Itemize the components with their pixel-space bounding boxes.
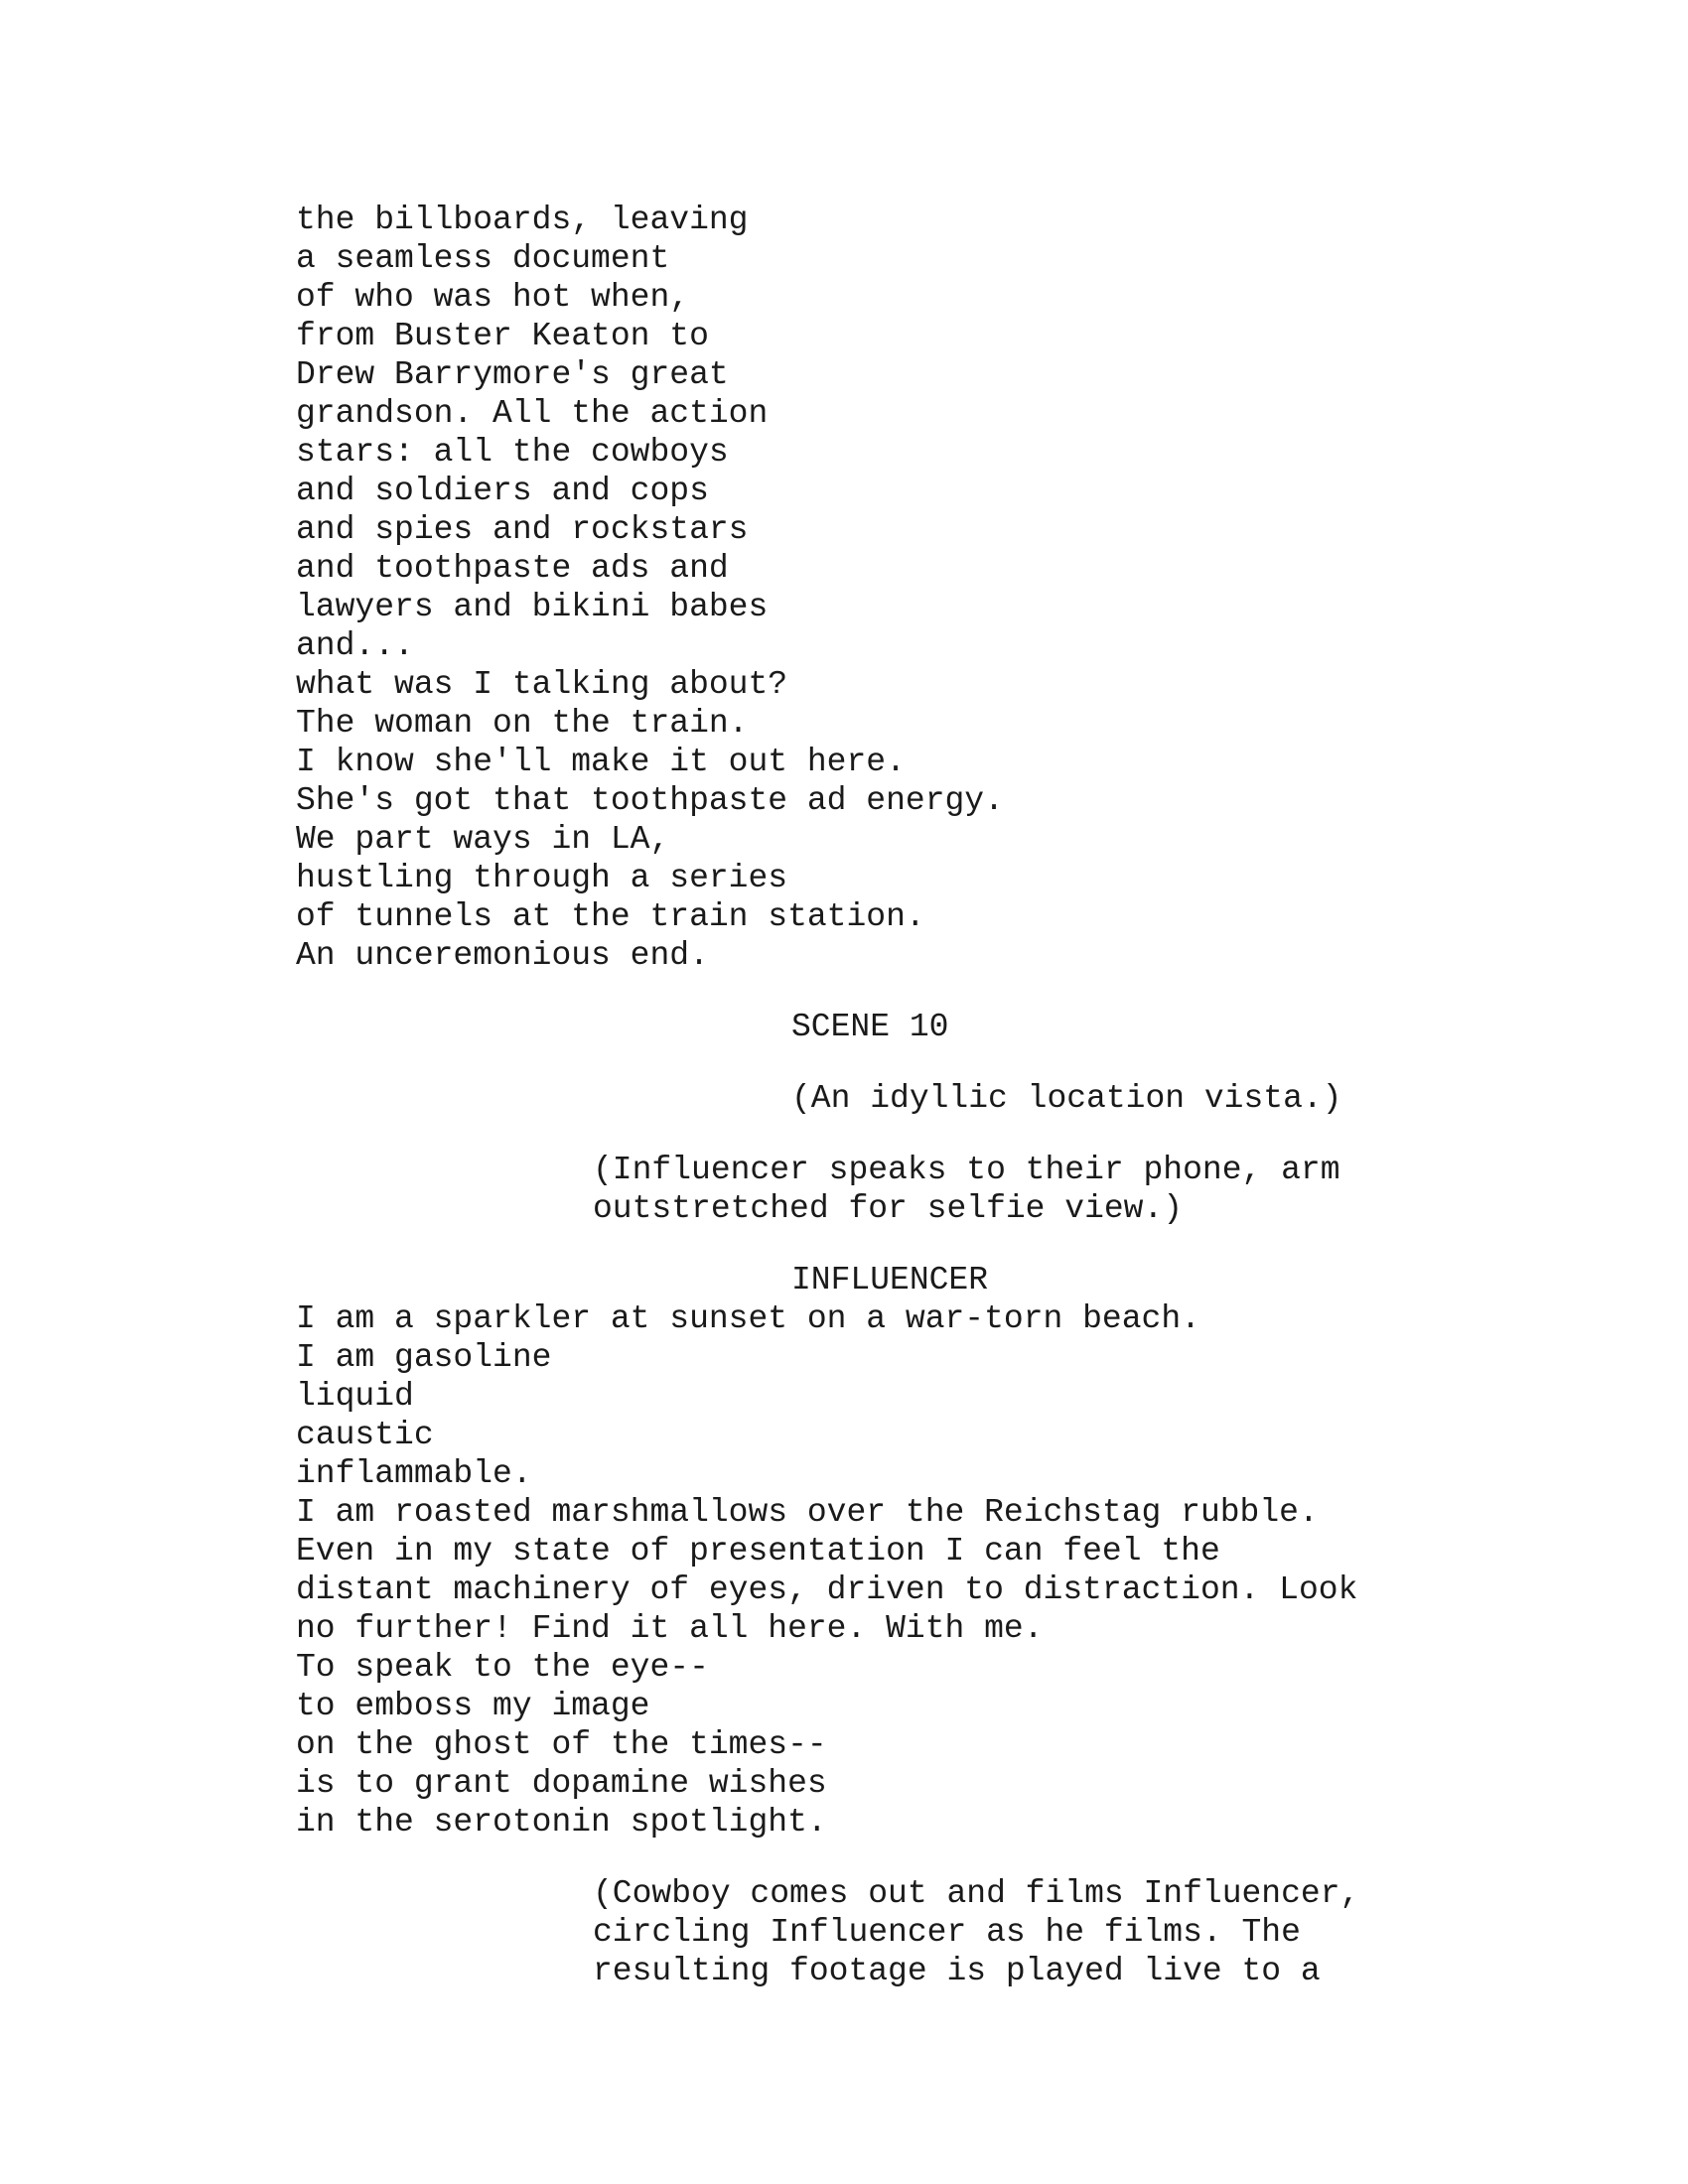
stage-direction-line: circling Influencer as he films. The [593,1914,1301,1951]
monologue-line: and spies and rockstars [296,511,749,548]
monologue-line: a seamless document [296,240,670,277]
dialogue-line: To speak to the eye-- [296,1649,709,1686]
monologue-line: The woman on the train. [296,705,749,742]
dialogue-line: is to grant dopamine wishes [296,1765,827,1802]
dialogue-line: to emboss my image [296,1688,650,1724]
dialogue-line: Even in my state of presentation I can feel the [296,1533,1220,1570]
dialogue-line: I am roasted marshmallows over the Reichstag rubble. [296,1494,1319,1531]
dialogue-line: liquid [296,1378,414,1415]
dialogue-line: distant machinery of eyes, driven to distraction. Look [296,1571,1358,1608]
monologue-line: what was I talking about? [296,666,788,703]
monologue-line: and toothpaste ads and [296,550,729,587]
stage-direction-line: outstretched for selfie view.) [593,1190,1184,1227]
dialogue-line: no further! Find it all here. With me. [296,1610,1044,1647]
monologue-line: lawyers and bikini babes [296,589,769,625]
character-name: INFLUENCER [791,1262,989,1298]
monologue-line: of tunnels at the train station. [296,898,925,935]
dialogue-line: I am gasoline [296,1339,552,1376]
monologue-line: the billboards, leaving [296,202,749,238]
monologue-line: Drew Barrymore's great [296,356,729,393]
stage-direction-line: resulting footage is played live to a [593,1953,1321,1989]
monologue-line: hustling through a series [296,860,788,896]
monologue-line: We part ways in LA, [296,821,670,858]
scene-heading: SCENE 10 [791,1009,949,1045]
dialogue-line: inflammable. [296,1455,532,1492]
dialogue-line: caustic [296,1417,434,1453]
monologue-line: I know she'll make it out here. [296,744,906,780]
stage-direction-line: (Influencer speaks to their phone, arm [593,1152,1340,1188]
dialogue-line: in the serotonin spotlight. [296,1804,827,1841]
monologue-line: stars: all the cowboys [296,434,729,471]
monologue-line: An unceremonious end. [296,937,709,974]
dialogue-line: I am a sparkler at sunset on a war-torn beach. [296,1300,1200,1337]
monologue-line: She's got that toothpaste ad energy. [296,782,1004,819]
dialogue-line: on the ghost of the times-- [296,1726,827,1763]
monologue-line: and soldiers and cops [296,473,709,509]
stage-direction: (An idyllic location vista.) [791,1080,1342,1117]
monologue-line: grandson. All the action [296,395,769,432]
monologue-line: and... [296,627,414,664]
monologue-line: of who was hot when, [296,279,690,316]
monologue-line: from Buster Keaton to [296,318,709,354]
stage-direction-line: (Cowboy comes out and films Influencer, [593,1875,1360,1912]
